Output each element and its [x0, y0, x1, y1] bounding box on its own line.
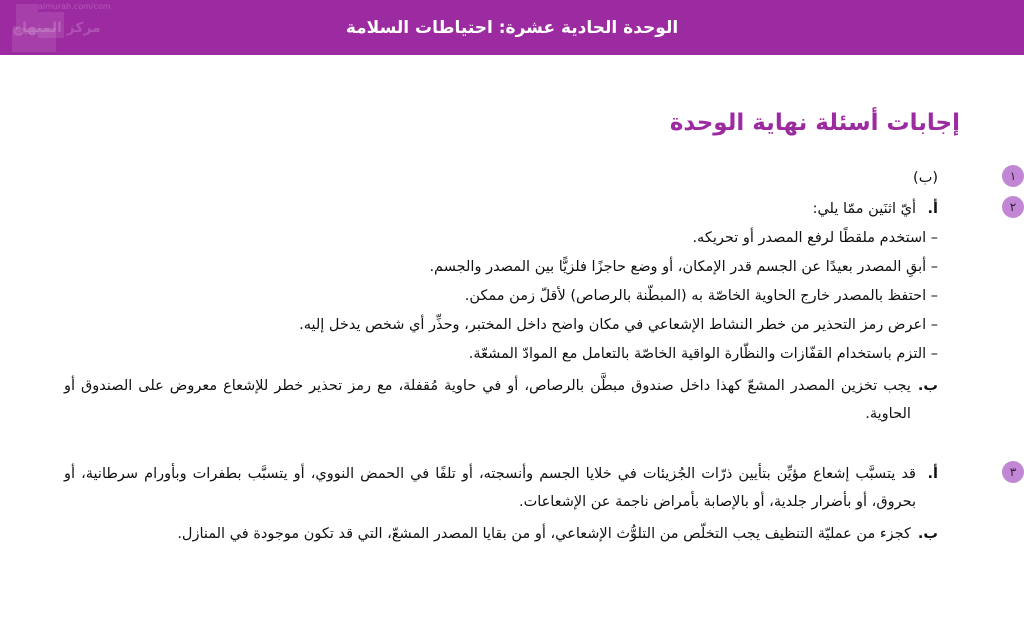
- subpart-label-3b: ب.: [917, 525, 938, 542]
- answer-text-1: (ب): [913, 170, 938, 186]
- page-header-bar: [0, 0, 1024, 55]
- subpart-text-3b: كجزء من عمليّة التنظيف يجب التخلّص من التلوُّث الإشعاعي، أو من بقايا المصدر المشعّ، التي قد تكون موجودة في المنازل.: [177, 525, 911, 542]
- question-number-badge-2: ٢: [1002, 196, 1024, 218]
- question-number-badge-3: ٣: [1002, 461, 1024, 483]
- list-item: – أبقِ المصدر بعيدًا عن الجسم قدر الإمكان، أو وضع حاجزًا فلزيًّا بين المصدر والجسم.: [429, 258, 938, 275]
- subpart-3a: [64, 461, 938, 517]
- subpart-text-3a: قد يتسبَّب إشعاع مؤيِّن بتأيين ذرّات الجُزيئات في خلايا الجسم وأنسجته، أو تلفًا في الحمض النووي، أو يتسبَّب بطفرات وبأورام سرطانية، أو بحروق، أو بأضرار جلدية، أو بالإصابة بأمراض ناجمة عن الإشعاعات.: [64, 466, 916, 510]
- question-number-column-3: [938, 461, 1024, 483]
- question-number-column-2: [938, 196, 1024, 218]
- list-item: – التزم باستخدام القفّازات والنظّارة الواقية الخاصّة بالتعامل مع الموادّ المشعّة.: [468, 345, 938, 362]
- question-body-1: [0, 165, 938, 193]
- watermark-shape-a: [16, 4, 38, 34]
- list-item: – اعرض رمز التحذير من خطر النشاط الإشعاعي في مكان واضح داخل المختبر، وحذِّر أي شخص يدخل إليه.: [299, 316, 938, 333]
- list-item: – احتفظ بالمصدر خارج الحاوية الخاصّة به (المبطّنة بالرصاص) لأقلّ زمن ممكن.: [464, 287, 938, 304]
- subpart-label-3a: أ.: [927, 466, 938, 482]
- watermark-shape-c: [12, 28, 56, 52]
- question-body-3: [0, 461, 938, 548]
- question-body-2: [0, 196, 938, 428]
- question-number-column-1: [938, 165, 1024, 187]
- subpart-label-2a: أ.: [927, 201, 938, 217]
- unit-title: الوحدة الحادية عشرة: احتياطات السلامة: [345, 17, 679, 38]
- subpart-2a: [64, 196, 938, 224]
- question-block-1: [0, 165, 1024, 193]
- subpart-label-2b: ب.: [917, 377, 938, 394]
- question-block-3: [0, 461, 1024, 548]
- watermark-url-text: almurah.com/com: [38, 2, 111, 11]
- watermark-arabic-text: مركز المنهاج: [12, 20, 101, 36]
- subpart-2b: [64, 373, 938, 429]
- bullet-list-2a: [64, 224, 938, 369]
- page-title: إجابات أسئلة نهاية الوحدة: [669, 110, 960, 136]
- list-item: – استخدم ملقطًا لرفع المصدر أو تحريكه.: [692, 229, 938, 246]
- page-content: [0, 55, 1024, 643]
- subpart-3b: [64, 521, 938, 549]
- question-block-2: [0, 196, 1024, 428]
- publisher-watermark: [8, 0, 111, 55]
- question-number-badge-1: ١: [1002, 165, 1024, 187]
- watermark-shape-b: [38, 12, 64, 38]
- subpart-text-2a: أيّ اثنَين ممّا يلي:: [812, 201, 916, 217]
- subpart-text-2b: يجب تخزين المصدر المشعّ كهذا داخل صندوق مبطَّن بالرصاص، أو في حاوية مُقفلة، مع رمز تحذير خطر للإشعاع معروض على الصندوق أو الحاوية.: [64, 377, 911, 422]
